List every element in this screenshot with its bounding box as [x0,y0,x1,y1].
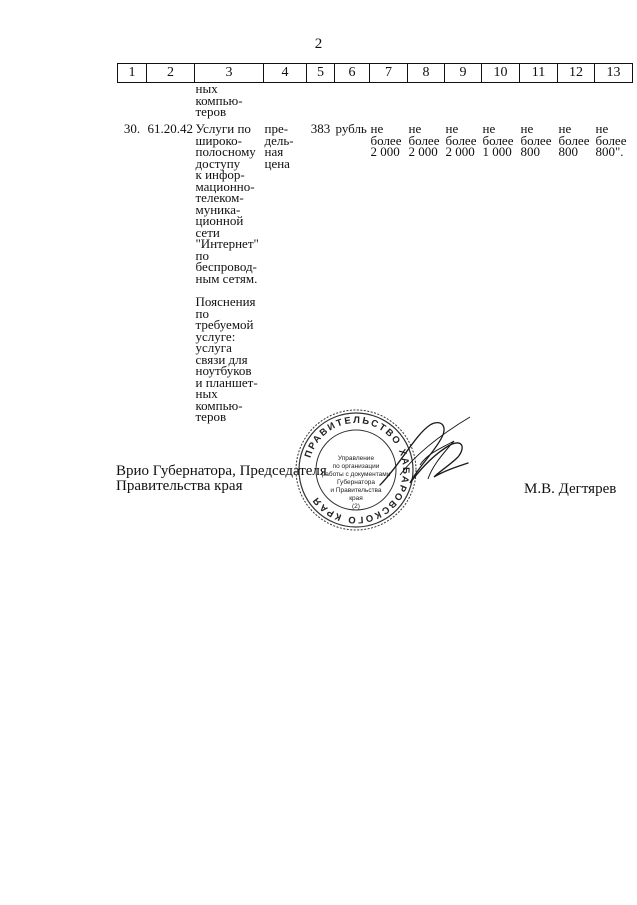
column-header: 11 [520,64,558,83]
column-header: 8 [408,64,445,83]
value-cell: не более 1 000 [482,121,514,159]
signatory-name: М.В. Дегтярев [524,481,617,497]
value-cell: не более 2 000 [445,121,477,159]
column-header: 4 [264,64,307,83]
table-row [118,123,633,423]
value-cell: не более 800 [520,121,552,159]
service-name: Услуги по широко- полосному доступу к инфор- мационно- телеком- муника- ционной сети "Интернет" по беспровод- ным сетям. [195,121,259,286]
continuation-row [118,83,633,124]
column-header: 1 [118,64,147,83]
continuation-text: ных компью- теров [195,81,243,119]
column-header: 10 [482,64,520,83]
seal-ring-text: ПРАВИТЕЛЬСТВО ХАБАРОВСКОГО КРАЯ [302,414,412,526]
document-table [117,63,633,423]
handwritten-signature [370,405,480,505]
column-header: 3 [195,64,264,83]
column-header: 13 [595,64,633,83]
column-header: 12 [558,64,595,83]
service-explanation: Пояснения по требуемой услуге: услуга связи для ноутбуков и планшет- ных компью- теров [195,294,258,424]
column-header: 2 [147,64,195,83]
okpd-code: 61.20.42 [147,121,193,136]
column-header: 7 [370,64,408,83]
seal-center-text: Управление по организации работы с документами Губернатора и Правительства края (2) [321,455,391,510]
column-header: 9 [445,64,482,83]
value-cell: не более 2 000 [370,121,402,159]
column-header: 6 [335,64,370,83]
row-number: 30. [123,121,141,136]
page-number: 2 [314,36,323,52]
characteristic: пре- дель- ная цена [264,121,294,171]
unit-code: 383 [310,121,331,136]
value-cell: не более 2 000 [408,121,440,159]
column-header: 5 [307,64,335,83]
service-description [195,123,264,423]
value-cell: не более 800". [595,121,627,159]
header-row [118,64,633,83]
unit-name: рубль [335,121,367,136]
position-line: Врио Губернатора, Председателя [116,463,327,479]
position-line: Правительства края [116,478,243,494]
value-cell: не более 800 [558,121,590,159]
